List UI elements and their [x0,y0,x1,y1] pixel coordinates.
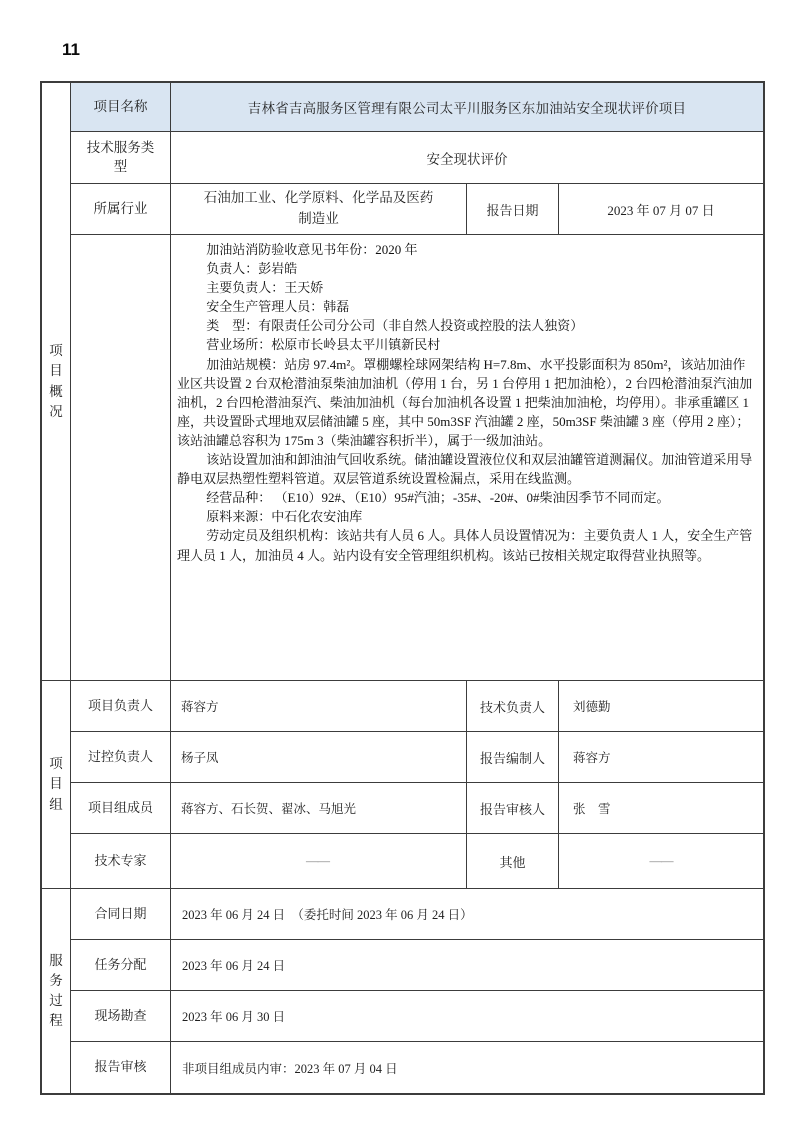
team-row [71,834,763,888]
team-value: 蒋容方 [171,681,467,731]
overview-paragraph: 该站设置加油和卸油油气回收系统。储油罐设置液位仪和双层油罐管道测漏仪。加油管道采用导静电双层热塑性塑料管道。双层管道系统设置检漏点，采用在线监测。 [177,452,753,487]
row-industry [71,184,763,235]
row-overview-detail [71,235,763,680]
overview-paragraph: 安全生产管理人员：韩磊 [206,299,350,315]
team-value-2: 刘德勤 [573,700,611,714]
process-row [71,991,763,1042]
overview-paragraph: 营业场所：松原市长岭县太平川镇新民村 [206,337,441,353]
overview-paragraph: 加油站消防验收意见书年份：2020 年 [206,242,418,257]
page-number: 11 [62,40,80,59]
process-label: 合同日期 [71,889,171,939]
team-value-2: 蒋容方 [573,751,611,765]
overview-paragraph: 类 型：有限责任公司分公司（非自然人投资或控股的法人独资） [206,318,584,334]
section-overview-label-cell [42,83,71,680]
overview-paragraph: 经营品种： （E10）92#、（E10）95#汽油；-35#、-20#、0#柴油因季节不同而定。 [206,490,670,506]
report-date-label: 报告日期 [467,184,559,234]
project-name-value: 吉林省吉高服务区管理有限公司太平川服务区东加油站安全现状评价项目 [247,101,687,116]
team-row [71,732,763,783]
team-label: 项目负责人 [71,681,171,731]
team-value: 蒋容方、石长贺、翟冰、马旭光 [171,783,467,833]
team-label-2: 技术负责人 [467,681,559,731]
team-label: 过控负责人 [71,732,171,782]
process-label: 任务分配 [71,940,171,990]
process-label: 现场勘查 [71,991,171,1041]
overview-paragraph: 劳动定员及组织机构：该站共有人员 6 人。具体人员设置情况为：主要负责人 1 人，安全生产管理人员 1 人，加油员 4 人。站内设有安全管理组织机构。该站已按相关规定取得营业执照等。 [177,528,753,563]
row-service-type [71,132,763,184]
service-type-value: 安全现状评价 [426,151,508,167]
process-label: 报告审核 [71,1042,171,1093]
team-value: 杨子凤 [171,732,467,782]
report-date-value: 2023 年 07 月 07 日 [607,202,715,218]
team-row [71,681,763,732]
section-team-label: 项目组 [49,756,63,812]
process-row [71,889,763,940]
team-label: 技术专家 [71,834,171,888]
industry-value: 石油加工业、化学原料、化学品及医药制造业 [171,184,467,234]
process-value: 2023 年 06 月 30 日 [182,1010,286,1024]
overview-paragraph: 加油站规模：站房 97.4m²。罩棚螺栓球网架结构 H=7.8m、水平投影面积为 850m²，该站加油作业区共设置 2 台双枪潜油泵柴油加油机（停用 1 台，另 1 台停用 1 把加油枪），2 台四枪潜油泵汽油加油机，2 台四枪潜油泵汽、柴油加油机（每台加油机各设置 1 把柴油加油枪，均停用）。非承重罐区 1 座，共设置卧式埋地双层储油罐 5 座，其中 50m3SF 汽油罐 2 座，50m3SF 柴油罐 3 座（停用 2 座）；该站油罐总容积为 175m 3（柴油罐容积折半），属于一级加油站。 [177,356,753,448]
overview-detail-empty-cell [71,235,171,680]
team-value-2-dash: —— [649,853,673,868]
team-value-2: 张 雪 [573,802,611,816]
section-overview [42,83,763,681]
row-project-name [71,83,763,132]
section-team-rows [71,681,763,888]
section-team-label-cell [42,681,71,888]
process-value: 2023 年 06 月 24 日 （委托时间 2023 年 06 月 24 日） [182,908,473,922]
project-name-label: 项目名称 [71,83,171,131]
team-label-2: 其他 [467,834,559,888]
section-process [42,889,763,1093]
section-team [42,681,763,889]
industry-label: 所属行业 [71,184,171,234]
section-overview-label: 项目概况 [49,343,63,419]
process-row [71,940,763,991]
team-row [71,783,763,834]
service-type-label: 技术服务类型 [71,132,171,183]
overview-paragraph: 负责人：彭岩皓 [206,261,298,277]
process-row [71,1042,763,1093]
process-value: 非项目组成员内审：2023 年 07 月 04 日 [182,1061,398,1076]
team-label: 项目组成员 [71,783,171,833]
document-table [40,81,765,1095]
section-overview-rows [71,83,763,680]
overview-detail-text [171,235,763,680]
process-value: 2023 年 06 月 24 日 [182,959,286,973]
overview-paragraph: 主要负责人：王天娇 [206,280,324,296]
section-process-label: 服务过程 [49,952,63,1029]
team-value-dash: —— [171,834,467,888]
section-process-rows [71,889,763,1093]
section-process-label-cell [42,889,71,1093]
overview-paragraph: 原料来源：中石化农安油库 [206,509,363,525]
team-label-2: 报告审核人 [467,783,559,833]
team-label-2: 报告编制人 [467,732,559,782]
